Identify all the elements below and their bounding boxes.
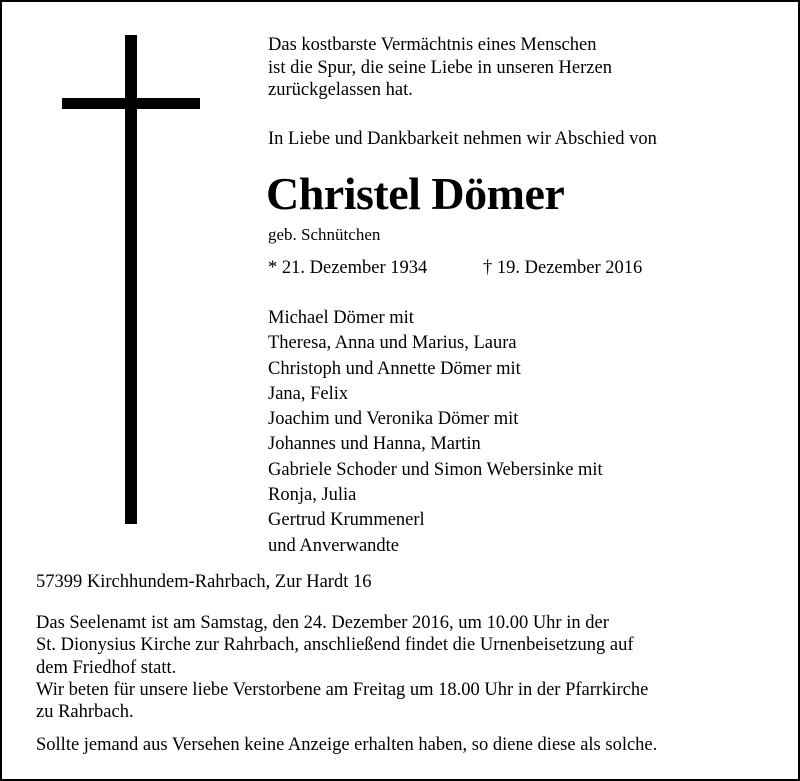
quote-line: ist die Spur, die seine Liebe in unseren Herzen (268, 57, 612, 78)
mourner-line: Johannes und Hanna, Martin (268, 434, 481, 455)
service-line: dem Friedhof statt. (36, 657, 177, 678)
memorial-quote (268, 34, 612, 102)
farewell-line: In Liebe und Dankbarkeit nehmen wir Abschied von (268, 129, 657, 149)
mourners-list (268, 306, 603, 559)
mourner-line: Theresa, Anna und Marius, Laura (268, 333, 517, 354)
birth-date: * 21. Dezember 1934 (268, 258, 428, 278)
quote-line: Das kostbarste Vermächtnis eines Menschen (268, 35, 597, 55)
maiden-name: geb. Schnütchen (268, 225, 381, 244)
service-line: Wir beten für unsere liebe Verstorbene am Freitag um 18.00 Uhr in der Pfarrkirche (36, 679, 649, 700)
mourner-line: Jana, Felix (268, 383, 349, 404)
mourner-line: Gertrud Krummenerl (268, 510, 425, 531)
closing-notice: Sollte jemand aus Versehen keine Anzeige erhalten haben, so diene diese als solche. (36, 735, 658, 755)
mourner-line: Gabriele Schoder und Simon Webersinke mit (268, 459, 603, 480)
quote-line: zurückgelassen hat. (268, 80, 413, 100)
service-line: zu Rahrbach. (36, 702, 134, 723)
service-line: Das Seelenamt ist am Samstag, den 24. Dezember 2016, um 10.00 Uhr in der (36, 613, 609, 633)
cross-icon-bar (62, 98, 200, 109)
death-date: † 19. Dezember 2016 (483, 258, 643, 278)
mourner-line: Michael Dömer mit (268, 308, 414, 328)
family-address: 57399 Kirchhundem-Rahrbach, Zur Hardt 16 (36, 572, 372, 592)
service-line: St. Dionysius Kirche zur Rahrbach, anschließend findet die Urnenbeisetzung auf (36, 635, 634, 656)
mourner-line: Ronja, Julia (268, 485, 357, 506)
mourner-line: Joachim und Veronika Dömer mit (268, 409, 519, 430)
mourner-line: Christoph und Annette Dömer mit (268, 358, 521, 379)
service-info (36, 612, 648, 723)
mourner-line: und Anverwandte (268, 535, 400, 556)
deceased-name: Christel Dömer (266, 168, 565, 219)
